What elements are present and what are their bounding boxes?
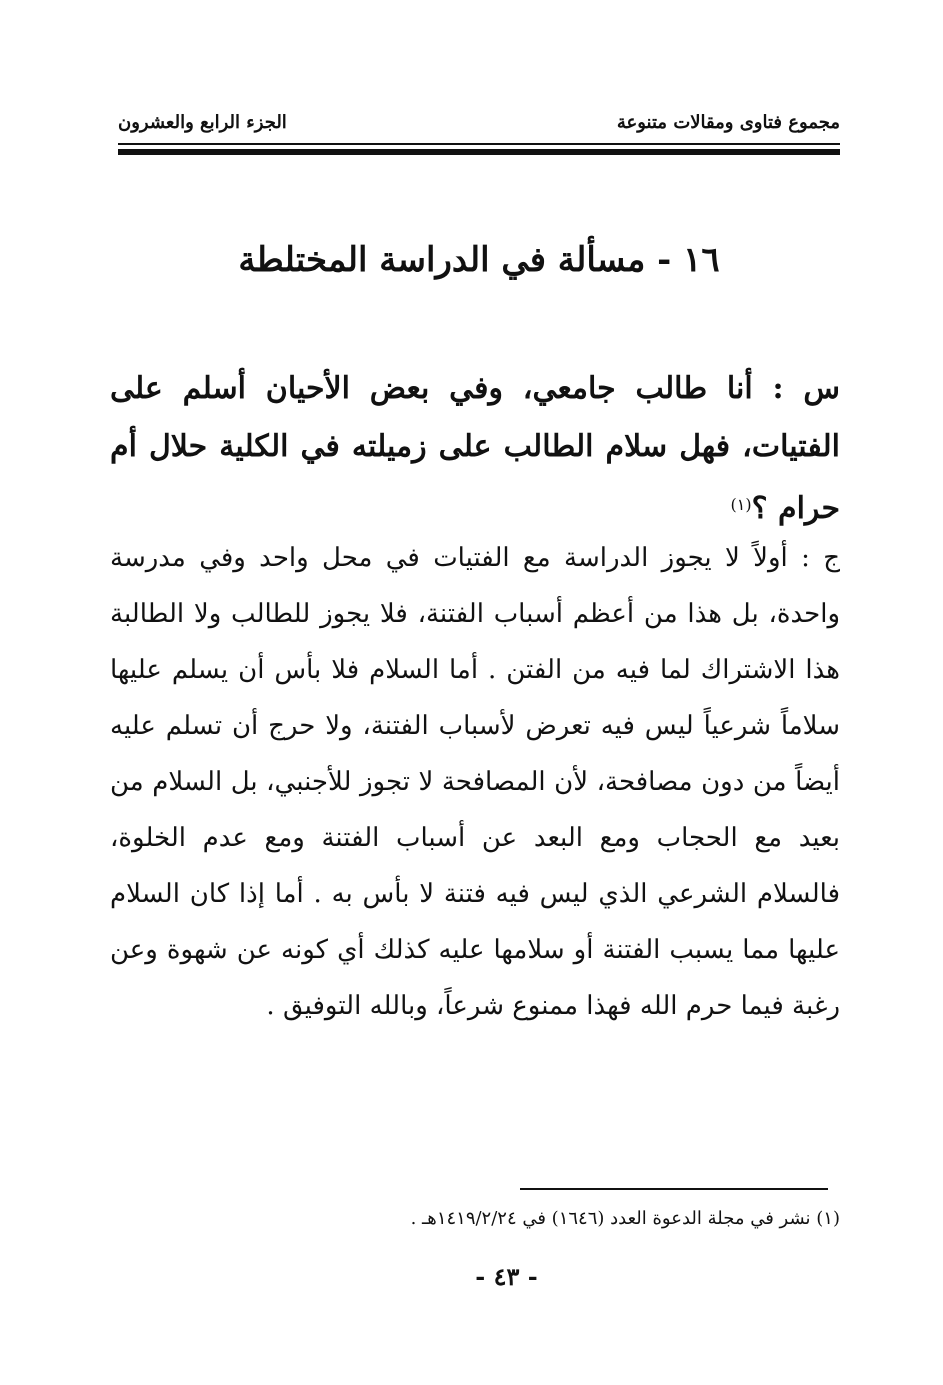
book-title: مجموع فتاوى ومقالات متنوعة	[616, 112, 840, 133]
footnote-text: نشر في مجلة الدعوة العدد (١٦٤٦) في ١٤١٩/٢/٢٤هـ .	[410, 1208, 811, 1229]
question-paragraph	[110, 360, 840, 538]
section-heading: ١٦ - مسألة في الدراسة المختلطة	[238, 240, 720, 280]
header-rule-thick	[118, 149, 840, 155]
page-number: - ٤٣ -	[475, 1262, 538, 1291]
running-header	[118, 112, 840, 142]
question-text: س : أنا طالب جامعي، وفي بعض الأحيان أسلم على الفتيات، فهل سلام الطالب على زميلته في الكلية حلال أم حرام ؟	[110, 371, 840, 526]
part-title: الجزء الرابع والعشرون	[118, 112, 287, 133]
footnote-marker: (١)	[816, 1208, 840, 1229]
footnote-rule	[520, 1188, 828, 1190]
answer-paragraph: ج : أولاً لا يجوز الدراسة مع الفتيات في محل واحد وفي مدرسة واحدة، بل هذا من أعظم أسباب الفتنة، فلا يجوز للطالب ولا الطالبة هذا الاشتراك لما فيه من الفتن . أما السلام فلا بأس أن يسلم عليها سلاماً شرعياً ليس فيه تعرض لأسباب الفتنة، ولا حرج أن تسلم عليه أيضاً من دون مصافحة، لأن المصافحة لا تجوز للأجنبي، بل السلام من بعيد مع الحجاب ومع البعد عن أسباب الفتنة ومع عدم الخلوة، فالسلام الشرعي الذي ليس فيه فتنة لا بأس به . أما إذا كان السلام عليها مما يسبب الفتنة أو سلامها عليه كذلك أي كونه عن شهوة وعن رغبة فيما حرم الله فهذا ممنوع شرعاً، وبالله التوفيق .	[110, 543, 840, 1021]
header-rule-thin	[118, 143, 840, 145]
footnote	[240, 1208, 840, 1229]
question-footnote-ref: (١)	[730, 495, 752, 514]
